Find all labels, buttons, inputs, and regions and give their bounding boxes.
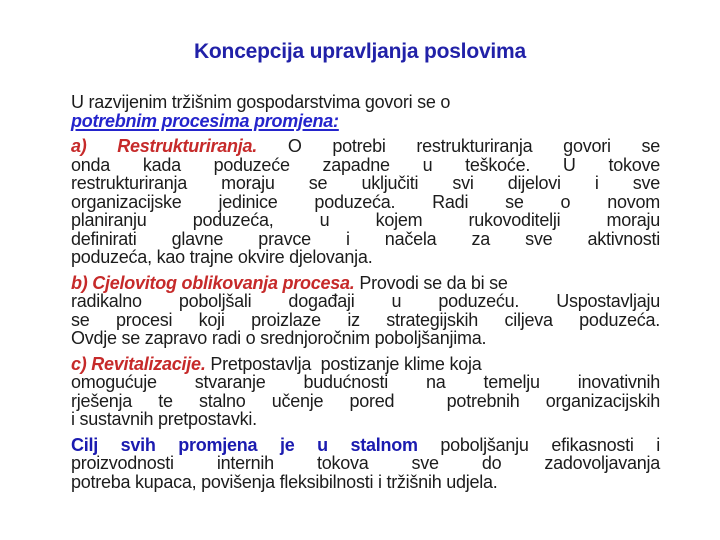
text-run-black: omogućuje stvaranje budućnosti na temelju inovativnih [71,372,660,392]
slide-title: Koncepcija upravljanja poslovima [193,40,527,63]
text-run-black: Pretpostavlja postizanje klime koja [205,353,482,374]
text-line [71,392,660,411]
text-run-black: proizvodnosti internih tokova sve do zadovoljavanja [71,453,660,473]
text-line [71,274,660,293]
text-run-black: se procesi koji proizlaze iz strategijskih ciljeva poduzeća. [71,309,660,330]
text-run-black: radikalno poboljšali događaji u poduzeću. Uspostavljaju [71,291,660,311]
text-run-black: rješenja te stalno učenje pored potrebnih organizacijskih [71,390,660,411]
text-line [71,329,660,348]
text-line [71,355,660,374]
text-line [71,373,660,392]
text-line [71,473,660,492]
text-line [71,137,660,156]
text-line [71,292,660,311]
paragraph-process-design [71,274,660,348]
text-line [71,193,660,212]
text-line [71,410,660,429]
text-run-black: planiranju poduzeća, u kojem rukovoditelji moraju [71,210,660,230]
text-run-black: poduzeća, kao trajne okvire djelovanja. [71,247,373,267]
text-run-black: restrukturiranja moraju se uključiti svi dijelovi i sve [71,173,660,193]
text-line [71,311,660,330]
text-run-red-lead: b) Cjelovitog oblikovanja procesa. [71,272,355,293]
text-run-black: definirati glavne pravce i načela za sve aktivnosti [71,228,660,249]
text-line [71,174,660,193]
text-run-red-lead: a) Restrukturiranja. [71,136,258,156]
text-line [71,211,660,230]
text-line [71,436,660,455]
text-run-blue-bold: Cilj svih promjena je u stalnom [71,434,418,455]
text-line [71,93,660,112]
text-line [71,156,660,175]
text-run-black: organizacijske jedinice poduzeća. Radi se o novom [71,191,660,212]
text-run-black: O potrebi restrukturiranja govori se [257,136,660,156]
paragraph-restructuring [71,137,660,267]
text-run-black: Ovdje se zapravo radi o srednjoročnim poboljšanjima. [71,328,487,348]
text-line [71,230,660,249]
paragraph-revitalization [71,355,660,429]
text-run-black: poboljšanju efikasnosti i [417,434,660,455]
text-run-black: potreba kupaca, povišenja fleksibilnosti i tržišnih udjela. [71,471,498,492]
text-run-blue-emphasis: potrebnim procesima promjena: [71,110,339,131]
paragraph-intro [71,93,660,130]
text-run-red-lead: c) Revitalizacije. [71,353,206,374]
text-run-black: U razvijenim tržišnim gospodarstvima govori se o [71,92,451,112]
body-text [71,93,660,491]
text-run-black: Provodi se da bi se [354,272,508,293]
text-run-black: i sustavnih pretpostavki. [71,409,257,429]
paragraph-goal [71,436,660,492]
text-run-black: onda kada poduzeće zapadne u teškoće. U tokove [71,154,660,175]
text-line [71,112,660,131]
text-line [71,454,660,473]
text-line [71,248,660,267]
